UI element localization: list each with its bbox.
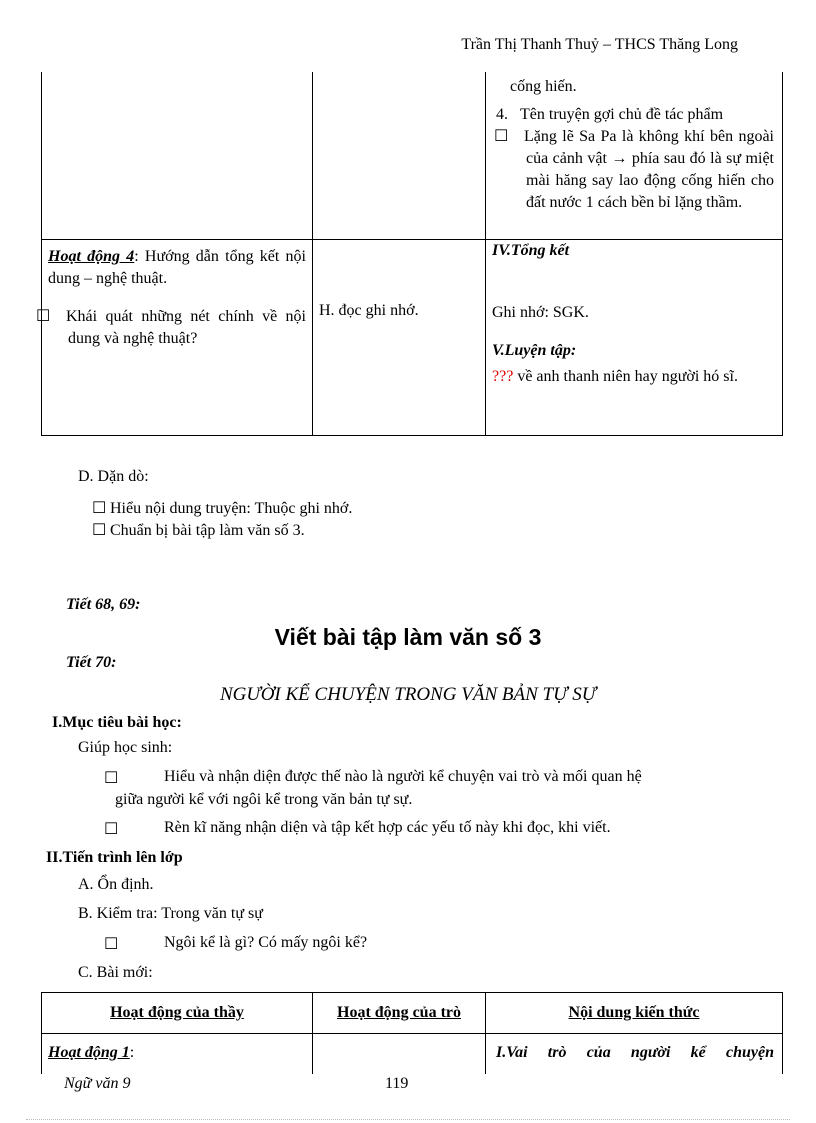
question-marks: ???	[492, 367, 514, 385]
column-header: Hoạt động của thầy	[110, 1004, 244, 1021]
process-item: A. Ổn định.	[78, 876, 154, 893]
intro-text: Giúp học sinh:	[78, 739, 173, 756]
page-header: Trần Thị Thanh Thuỷ – THCS Thăng Long	[461, 36, 738, 53]
activity-heading: Hoạt động 1	[48, 1044, 130, 1061]
activity-heading-text	[48, 246, 306, 290]
checkbox-bullet-icon: ☐	[494, 128, 509, 145]
note-text: Ghi nhớ: SGK.	[492, 303, 589, 321]
lesson-subtitle: NGƯỜI KỂ CHUYỆN TRONG VĂN BẢN TỰ SỰ	[219, 684, 597, 705]
objective-text: Rèn kĩ năng nhận diện và tập kết hợp các yếu tố này khi đọc, khi viết.	[164, 819, 611, 836]
table-header-row	[42, 993, 783, 1034]
lesson-label: Tiết 70:	[66, 654, 117, 671]
dando-title: D. Dặn dò:	[78, 468, 149, 485]
list-item-text: Hiểu nội dung truyện: Thuộc ghi nhớ.	[110, 500, 353, 517]
checkbox-bullet-icon: ☐	[36, 307, 51, 325]
page-number: 119	[385, 1075, 409, 1092]
table-cell	[486, 72, 783, 239]
bullet-text: Khái quát những nét chính về nội dung và nghệ thuật?	[66, 307, 306, 347]
bullet-text: Lặng lẽ Sa Pa là không khí bên ngoài của cảnh vật → phía sau đó là sự miệt mài hăng say lao động cống hiến cho đất nước 1 cách bền bỉ lặng thầm.	[524, 128, 774, 211]
bullet-item	[36, 306, 306, 350]
item-text: Tên truyện gợi chủ đề tác phẩm	[520, 106, 724, 123]
lesson-label: Tiết 68, 69:	[66, 596, 141, 613]
table-cell	[486, 1034, 783, 1075]
practice-rest: về anh thanh niên hay người hó sĩ.	[513, 367, 738, 385]
lesson-title: Viết bài tập làm văn số 3	[274, 624, 542, 650]
table-cell	[42, 1034, 313, 1075]
list-item-text: Chuẩn bị bài tập làm văn số 3.	[110, 522, 305, 539]
activity-heading-rest: :	[129, 1044, 135, 1061]
table-header-cell	[486, 993, 783, 1034]
checkbox-bullet-icon: ☐	[92, 500, 107, 517]
objective-text: giữa người kể với ngôi kể trong văn bản tự sự.	[115, 791, 413, 808]
list-item	[92, 498, 352, 520]
numbered-item	[496, 104, 774, 126]
page-bottom-rule	[26, 1119, 790, 1120]
lesson-table-2	[41, 992, 783, 1074]
process-item: C. Bài mới:	[78, 964, 153, 981]
text-line: cống hiến.	[510, 78, 577, 95]
section-heading: I.Vai trò của người kể chuyện	[496, 1044, 774, 1061]
section-heading: V.Luyện tập:	[492, 341, 577, 359]
activity-heading-rest: : Hướng dẫn tổng kết nội dung – nghệ thuật.	[48, 247, 306, 287]
checkbox-bullet-icon: ☐	[104, 770, 119, 787]
checkbox-bullet-icon: ☐	[92, 522, 107, 539]
table-cell	[42, 72, 313, 239]
table-header-cell	[313, 993, 486, 1034]
table-cell	[313, 239, 486, 435]
checkbox-bullet-icon: ☐	[104, 821, 119, 838]
section-heading: II.Tiến trình lên lớp	[46, 849, 183, 866]
bullet-item	[496, 126, 774, 214]
table-cell	[313, 1034, 486, 1075]
column-header: Nội dung kiến thức	[568, 1004, 700, 1021]
table-row	[42, 72, 783, 239]
activity-heading: Hoạt động 4	[48, 247, 135, 265]
table-row	[42, 239, 783, 435]
practice-text	[492, 366, 774, 388]
table-header-cell	[42, 993, 313, 1034]
objective-text: Hiểu và nhận diện được thế nào là người kể chuyện vai trò và mối quan hệ	[164, 768, 642, 785]
list-item	[92, 520, 352, 542]
student-activity: H. đọc ghi nhớ.	[319, 301, 419, 319]
section-heading: IV.Tổng kết	[492, 241, 570, 259]
table-row	[42, 1034, 783, 1075]
column-header: Hoạt động của trò	[337, 1004, 461, 1021]
item-number: 4.	[496, 106, 508, 123]
checkbox-bullet-icon: ☐	[104, 936, 119, 953]
lesson-table-1	[36, 72, 783, 436]
dando-list	[92, 498, 352, 542]
table-cell	[36, 239, 313, 435]
process-subitem: Ngôi kể là gì? Có mấy ngôi kể?	[164, 934, 368, 951]
section-heading: I.Mục tiêu bài học:	[52, 714, 182, 731]
table-cell	[313, 72, 486, 239]
table-cell	[486, 239, 783, 435]
footer-subject: Ngữ văn 9	[64, 1075, 131, 1092]
process-item: B. Kiểm tra: Trong văn tự sự	[78, 905, 263, 922]
